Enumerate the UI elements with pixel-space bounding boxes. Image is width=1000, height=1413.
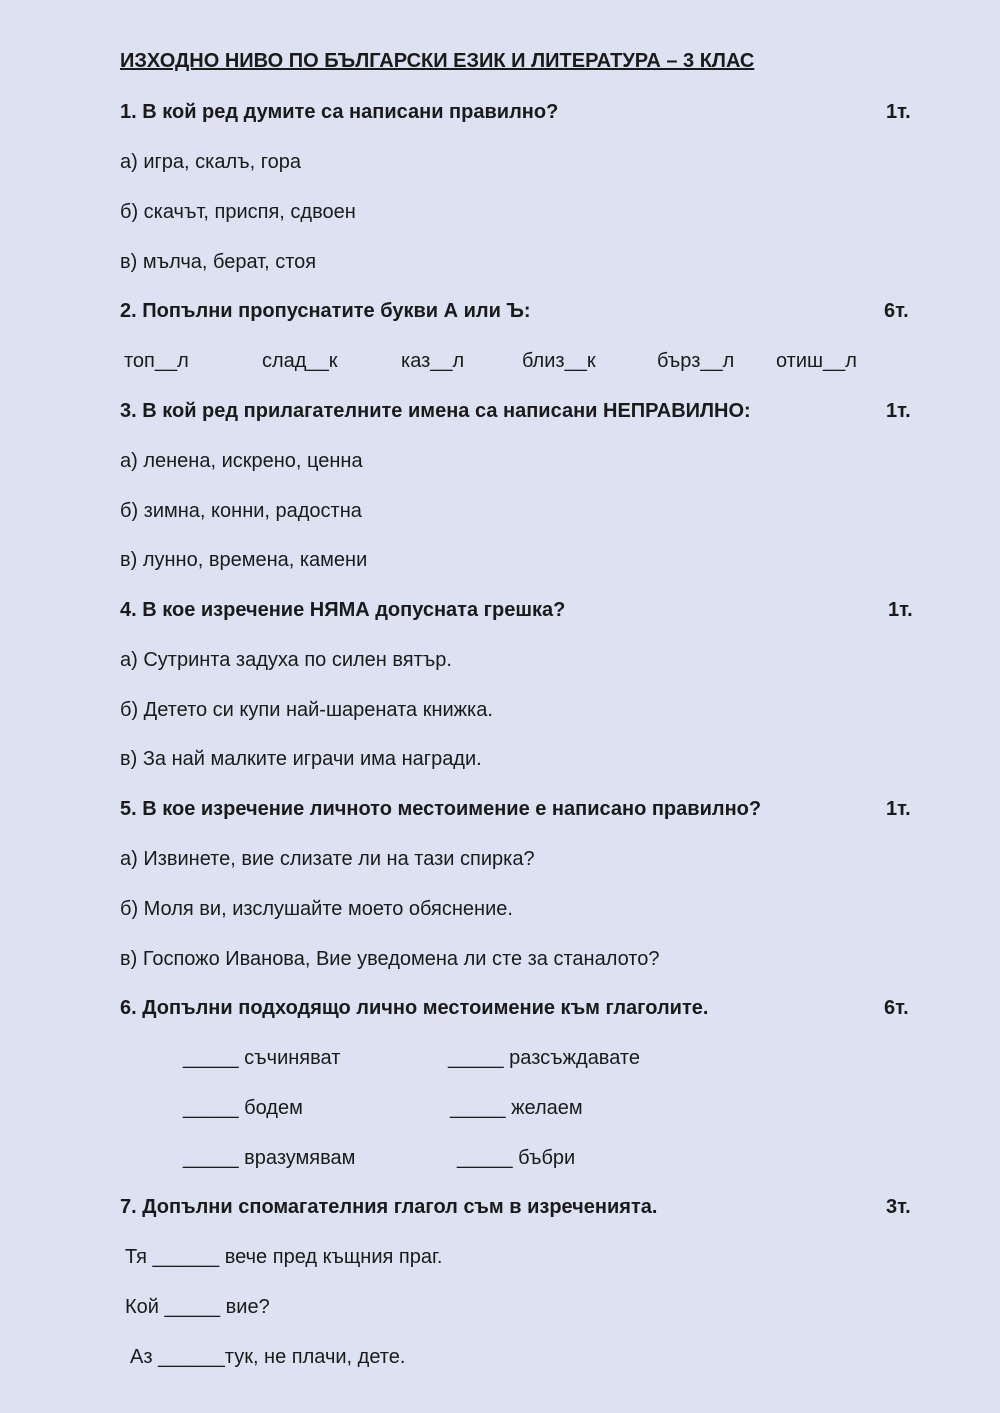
- question-4-option-a: а) Сутринта задуха по силен вятър.: [120, 649, 452, 671]
- question-4-option-c: в) За най малките играчи има награди.: [120, 748, 482, 770]
- question-1-option-c: в) мълча, берат, стоя: [120, 251, 317, 273]
- question-7-sentence-1: Тя ______ вече пред къщния праг.: [125, 1246, 443, 1268]
- question-6-item-3: _____ бодем: [183, 1097, 303, 1119]
- question-5-option-b: б) Моля ви, изслушайте моето обяснение.: [120, 898, 513, 920]
- question-3-points: 1т.: [886, 400, 911, 422]
- question-3-option-b: б) зимна, конни, радостна: [120, 500, 362, 522]
- question-3-option-c: в) лунно, времена, камени: [120, 549, 368, 571]
- question-4: 4. В кое изречение НЯМА допусната грешка?: [120, 599, 566, 621]
- question-2-word-5: бърз__л: [657, 350, 735, 372]
- question-2-word-2: слад__к: [262, 350, 338, 372]
- question-6-item-5: _____ вразумявам: [183, 1147, 356, 1169]
- question-5-option-a: а) Извинете, вие слизате ли на тази спирка?: [120, 848, 535, 870]
- question-6: 6. Допълни подходящо лично местоимение към глаголите.: [120, 997, 709, 1019]
- question-4-option-b: б) Детето си купи най-шарената книжка.: [120, 699, 493, 721]
- question-6-item-4: _____ желаем: [450, 1097, 583, 1119]
- question-2-word-3: каз__л: [401, 350, 465, 372]
- question-7-sentence-3: Аз ______тук, не плачи, дете.: [130, 1346, 406, 1368]
- question-5-option-c: в) Госпожо Иванова, Вие уведомена ли сте за станалото?: [120, 948, 660, 970]
- question-7: 7. Допълни спомагателния глагол съм в изреченията.: [120, 1196, 658, 1218]
- question-6-points: 6т.: [884, 997, 909, 1019]
- question-3: 3. В кой ред прилагателните имена са написани НЕПРАВИЛНО:: [120, 400, 751, 422]
- question-2-word-4: близ__к: [522, 350, 596, 372]
- question-2-word-6: отиш__л: [776, 350, 857, 372]
- question-7-sentence-2: Кой _____ вие?: [125, 1296, 270, 1318]
- question-2-word-1: топ__л: [124, 350, 189, 372]
- question-1-points: 1т.: [886, 101, 911, 123]
- question-2-points: 6т.: [884, 300, 909, 322]
- question-1: 1. В кой ред думите са написани правилно?: [120, 101, 559, 123]
- question-3-option-a: а) ленена, искрено, ценна: [120, 450, 363, 472]
- question-5: 5. В кое изречение личното местоимение е написано правилно?: [120, 798, 762, 820]
- question-6-item-6: _____ бъбри: [457, 1147, 576, 1169]
- page-title: ИЗХОДНО НИВО ПО БЪЛГАРСКИ ЕЗИК И ЛИТЕРАТУРА – 3 КЛАС: [120, 50, 755, 72]
- question-1-option-a: а) игра, скалъ, гора: [120, 151, 301, 173]
- question-5-points: 1т.: [886, 798, 911, 820]
- question-4-points: 1т.: [888, 599, 913, 621]
- question-7-points: 3т.: [886, 1196, 911, 1218]
- question-6-item-1: _____ съчиняват: [183, 1047, 341, 1069]
- question-1-option-b: б) скачът, приспя, сдвоен: [120, 201, 356, 223]
- question-2: 2. Попълни пропуснатите букви А или Ъ:: [120, 300, 531, 322]
- question-6-item-2: _____ разсъждавате: [448, 1047, 640, 1069]
